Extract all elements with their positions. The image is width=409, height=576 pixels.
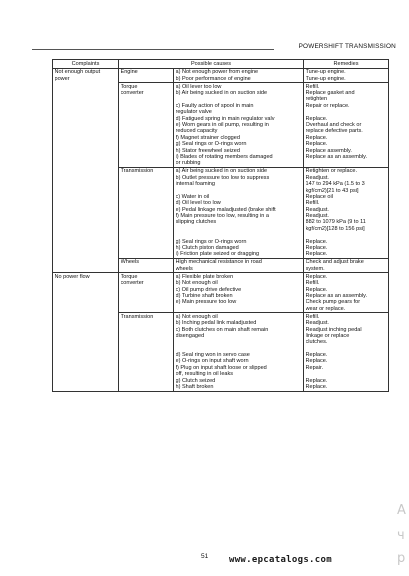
- component-cell: [119, 259, 174, 273]
- remedy-line: Check and adjust brake: [305, 259, 364, 266]
- remedies-cell: [304, 313, 389, 391]
- cause-line: off, resulting in oil leaks: [175, 371, 234, 378]
- component-cell: [119, 168, 174, 259]
- cause-line: b) Outlet pressure too low to suppress: [175, 174, 270, 181]
- causes-cell: [174, 259, 304, 273]
- remedy-line: Replace.: [305, 245, 328, 252]
- cause-item: [176, 384, 302, 390]
- cause-line: a) Air being sucked in on suction side: [175, 168, 268, 175]
- remedy-line: Refill.: [305, 313, 320, 320]
- causes-cell: [174, 69, 304, 83]
- remedies-cell: [304, 83, 389, 168]
- edge-glyph: A: [397, 503, 406, 518]
- cause-line: d) Oil level too low: [175, 200, 221, 207]
- remedy-item: [306, 251, 387, 257]
- cause-line: f) Plug on input shaft loose or slipped: [175, 364, 267, 371]
- cause-line: f) Magnet strainer clogged: [175, 134, 240, 141]
- causes-cell: [174, 313, 304, 391]
- remedy-item: [306, 259, 387, 272]
- cause-item: [176, 299, 302, 312]
- remedy-item: [306, 76, 387, 82]
- cause-item: [176, 365, 302, 378]
- troubleshooting-table: [52, 59, 389, 392]
- cause-line: a) Not enough oil: [175, 313, 218, 320]
- remedy-line: Refill.: [305, 83, 320, 90]
- remedy-line: Replace.: [305, 134, 328, 141]
- remedy-item: [306, 213, 387, 239]
- remedies-cell: [304, 168, 389, 259]
- cause-line: e) O-rings on input shaft worn: [175, 358, 249, 365]
- remedy-line: Readjust.: [305, 320, 329, 327]
- causes-cell: [174, 83, 304, 168]
- remedy-line: Refill.: [305, 280, 320, 287]
- remedies-cell: [304, 69, 389, 83]
- component-cell: [119, 83, 174, 168]
- component-label: Torque: [120, 273, 138, 280]
- remedy-line: system.: [305, 265, 325, 272]
- remedy-line: 147 to 294 kPa (1.5 to 3: [305, 181, 365, 188]
- remedy-line: replace defective parts.: [305, 128, 363, 135]
- remedy-line: Replace.: [305, 115, 328, 122]
- cause-line: a) Oil lever too low: [175, 83, 222, 90]
- remedy-item: [306, 299, 387, 312]
- remedy-line: Replace.: [305, 251, 328, 258]
- cause-line: f) Main pressure too low, resulting in a: [175, 213, 269, 220]
- cause-line: b) Inching pedal link maladjusted: [175, 320, 257, 327]
- remedy-line: wear or replace.: [305, 305, 346, 312]
- remedy-line: Retighten or replace.: [305, 168, 357, 175]
- remedy-line: Replace.: [305, 352, 328, 359]
- component-label: Torque: [120, 83, 138, 90]
- cause-line: e) Worn gears in oil pump, resulting in: [175, 122, 269, 129]
- remedy-line: Readjust inching pedal: [305, 326, 362, 333]
- remedy-line: [306, 160, 387, 166]
- remedy-item: [306, 90, 387, 103]
- remedy-item: [306, 384, 387, 390]
- remedy-line: Replace assembly.: [305, 147, 352, 154]
- remedy-line: Readjust.: [305, 174, 329, 181]
- component-label: Transmission: [120, 168, 154, 175]
- cause-line: i) Friction plate seized or dragging: [175, 251, 260, 258]
- remedy-line: Replace.: [305, 273, 328, 280]
- edge-glyph: p: [397, 551, 406, 566]
- remedies-cell: [304, 259, 389, 273]
- cause-line: wheels: [175, 265, 193, 272]
- cause-line: disengaged: [175, 332, 205, 339]
- cause-line: regulator valve: [175, 109, 212, 116]
- remedy-item: [306, 327, 387, 353]
- remedy-line: Repair or replace.: [305, 102, 350, 109]
- remedy-line: Replace as an assembly.: [305, 292, 368, 299]
- cause-line: a) Flexible plate broken: [175, 273, 234, 280]
- cause-line: b) Not enough oil: [175, 280, 218, 287]
- remedy-line: Refill.: [305, 200, 320, 207]
- cause-item: [176, 251, 302, 257]
- column-header-complaints: Complaints: [53, 60, 119, 69]
- cause-line: g) Seal rings or O-rings worn: [175, 141, 247, 148]
- remedy-item: [306, 122, 387, 135]
- complaint-cell: [53, 69, 119, 273]
- cause-item: [176, 327, 302, 353]
- component-label: Wheels: [120, 259, 139, 266]
- cause-line: c) Oil pump drive defective: [175, 286, 242, 293]
- remedy-item: [306, 175, 387, 194]
- cause-item: [176, 122, 302, 135]
- table-row: [53, 273, 389, 313]
- cause-line: b) Poor performance of engine: [175, 75, 251, 82]
- cause-item: [176, 103, 302, 116]
- document-title: POWERSHIFT TRANSMISSION: [298, 43, 396, 50]
- complaint-label: No power flow: [54, 273, 90, 280]
- complaint-label: power: [54, 75, 70, 82]
- cause-item: [176, 175, 302, 194]
- component-cell: [119, 69, 174, 83]
- cause-line: a) Not enough power from engine: [175, 69, 259, 76]
- cause-item: [176, 76, 302, 82]
- column-header-possible-causes: Possible causes: [119, 60, 304, 69]
- cause-line: slipping clutches: [175, 219, 217, 226]
- cause-line: h) Clutch piston damaged: [175, 245, 239, 252]
- remedies-cell: [304, 273, 389, 313]
- remedy-line: kgf/cm2)[128 to 156 psi]: [305, 225, 365, 232]
- remedy-line: Replace gasket and: [305, 90, 355, 97]
- remedy-item: [306, 365, 387, 378]
- cause-line: or rubbing: [175, 160, 201, 167]
- cause-line: h) Shaft broken: [175, 384, 214, 391]
- cause-line: [176, 306, 302, 312]
- remedy-line: Repair.: [305, 364, 324, 371]
- remedy-line: linkage or replace: [305, 332, 350, 339]
- remedy-item: [306, 103, 387, 116]
- component-cell: [119, 313, 174, 391]
- complaint-cell: [53, 273, 119, 391]
- remedy-line: retighten: [305, 96, 328, 103]
- remedy-line: Replace.: [305, 377, 328, 384]
- edge-glyph: ч: [397, 528, 405, 543]
- component-cell: [119, 273, 174, 313]
- cause-line: c) Both clutches on main shaft remain: [175, 326, 269, 333]
- cause-item: [176, 259, 302, 272]
- causes-cell: [174, 168, 304, 259]
- remedy-line: Check pump gears for: [305, 299, 361, 306]
- table-body: [53, 69, 389, 392]
- cause-line: g) Clutch seized: [175, 377, 216, 384]
- remedy-item: [306, 154, 387, 167]
- cause-item: [176, 90, 302, 103]
- component-label: converter: [120, 280, 144, 287]
- cause-line: h) Stator freewheel seized: [175, 147, 240, 154]
- remedy-line: Overhaul and check or: [305, 122, 362, 129]
- remedy-line: Replace as an assembly.: [305, 153, 368, 160]
- cause-item: [176, 213, 302, 239]
- cause-line: High mechanical resistance in road: [175, 259, 262, 266]
- cause-line: i) Blades of rotating members damaged: [175, 153, 273, 160]
- remedy-line: Replace.: [305, 384, 328, 391]
- complaint-label: Not enough output: [54, 69, 101, 76]
- component-label: Engine: [120, 69, 138, 76]
- column-header-remedies: Remedies: [304, 60, 389, 69]
- remedy-line: Readjust.: [305, 206, 329, 213]
- component-label: converter: [120, 90, 144, 97]
- cause-line: d) Fatigued spring in main regulator valv: [175, 115, 275, 122]
- cause-item: [176, 154, 302, 167]
- cause-line: g) Seal rings or O-rings worn: [175, 238, 247, 245]
- table-row: [53, 69, 389, 83]
- website-watermark: www.epcatalogs.com: [229, 555, 332, 565]
- remedy-line: Replace.: [305, 141, 328, 148]
- remedy-line: Replace.: [305, 358, 328, 365]
- cause-line: d) Turbine shaft broken: [175, 292, 233, 299]
- remedy-line: Replace.: [305, 238, 328, 245]
- cause-line: d) Seal ring won in servo case: [175, 352, 250, 359]
- cause-line: internal foaming: [175, 181, 215, 188]
- remedy-line: Replace oil: [305, 193, 333, 200]
- remedy-line: kgf/cm2)[21 to 43 psi]: [305, 187, 359, 194]
- causes-cell: [174, 273, 304, 313]
- remedy-line: Tune-up engine.: [305, 69, 346, 76]
- remedy-line: 882 to 1079 kPa (9 to 11: [305, 219, 366, 226]
- header-rule: [32, 49, 274, 50]
- cause-line: c) Faulty action of spool in main: [175, 102, 254, 109]
- cause-line: c) Water in oil: [175, 193, 210, 200]
- remedy-line: clutches.: [305, 339, 328, 346]
- cause-line: reduced capacity: [175, 128, 218, 135]
- cause-line: b) Air being sucked in on suction side: [175, 90, 268, 97]
- cause-line: e) Pedal linkage maladjusted (brake shift: [175, 206, 276, 213]
- cause-line: e) Main pressure too low: [175, 299, 237, 306]
- remedy-line: Readjust.: [305, 213, 329, 220]
- remedy-line: Tune-up engine.: [305, 75, 346, 82]
- remedy-line: Replace.: [305, 286, 328, 293]
- page-number: 51: [201, 553, 209, 560]
- component-label: Transmission: [120, 313, 154, 320]
- table-header-row: [53, 60, 389, 69]
